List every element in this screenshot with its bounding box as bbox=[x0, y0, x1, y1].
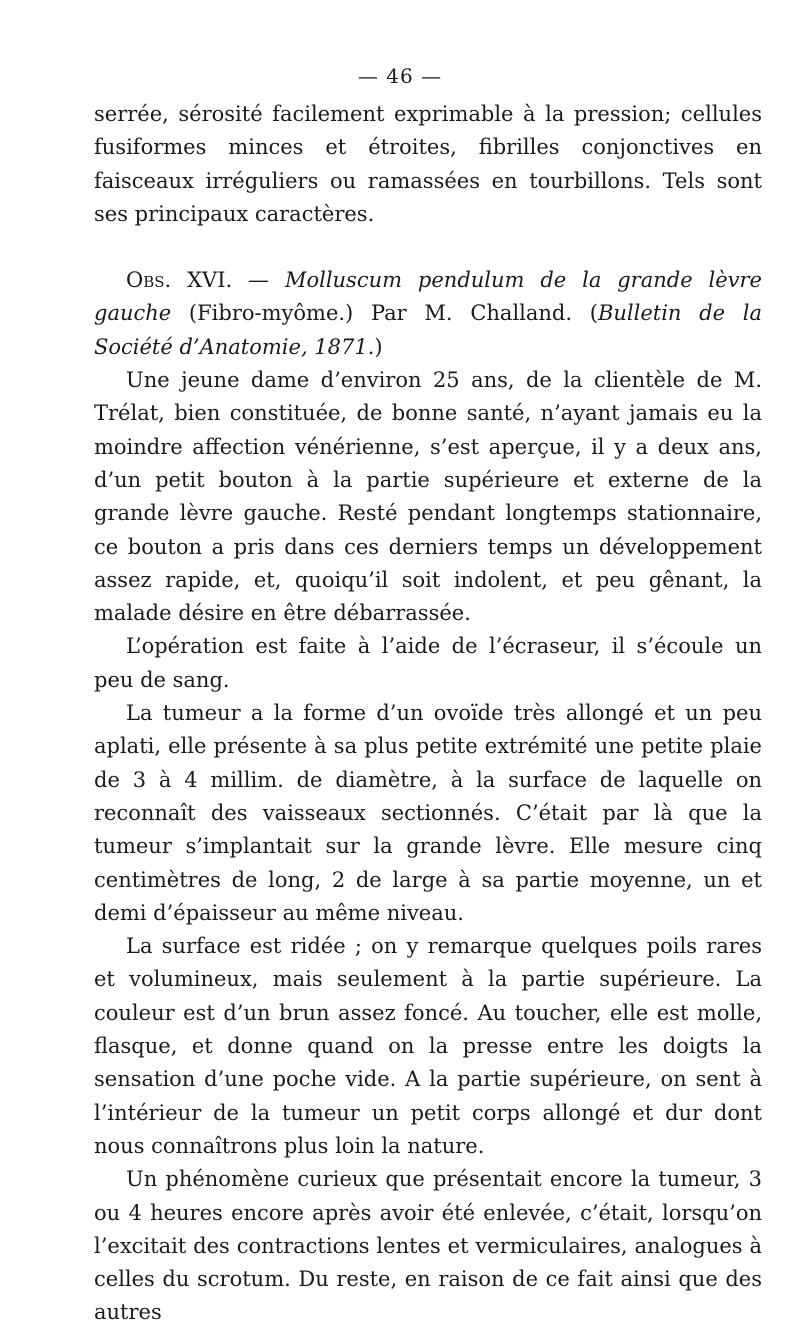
paragraph-tumor-surface: La surface est ridée ; on y remarque quelques poils rares et volumineux, mais seulement à la partie supérieure. La couleur est d’un brun assez foncé. Au toucher, elle est molle, flasque, et donne quand on la presse entre les doigts la sensation d’une poche vide. A la partie supérieure, on sent à l’intérieur de la tumeur un petit corps allongé et dur dont nous connaîtrons plus loin la nature. bbox=[94, 934, 762, 1158]
observation-source: Bulletin de la Société d’Anatomie, 1871. bbox=[94, 301, 762, 359]
paragraph-operation: L’opération est faite à l’aide de l’écraseur, il s’écoule un peu de sang. bbox=[94, 634, 762, 692]
paragraph-tumor-shape: La tumeur a la forme d’un ovoïde très allongé et un peu aplati, elle présente à sa plus petite extrémité une petite plaie de 3 à 4 millim. de diamètre, à la surface de laquelle on reconnaît des vaisseaux sectionnés. C’était par là que la tumeur s’implantait sur la grande lèvre. Elle mesure cinq centimètres de long, 2 de large à sa partie moyenne, un et demi d’épaisseur au même niveau. bbox=[94, 701, 762, 925]
paragraph-patient: Une jeune dame d’environ 25 ans, de la clientèle de M. Trélat, bien constituée, de bonne santé, n’ayant jamais eu la moindre affection vénérienne, s’est aperçue, il y a deux ans, d’un petit bouton à la partie supérieure et externe de la grande lèvre gauche. Resté pendant longtemps stationnaire, ce bouton a pris dans ces derniers temps un développement assez rapide, et, quoiqu’il soit indolent, et peu gênant, la malade désire en être débarrassée. bbox=[94, 368, 762, 626]
paragraph-continuation: serrée, sérosité facilement exprimable à la pression; cellules fusiformes minces et étroites, fibrilles conjonctives en faisceaux irréguliers ou ramassées en tourbillons. Tels sont ses principaux caractères. bbox=[94, 102, 762, 226]
observation-title: Molluscum pendulum de la grande lèvre gauche bbox=[94, 268, 762, 326]
observation-number: Obs. XVI. — bbox=[126, 268, 285, 293]
body-text bbox=[94, 98, 762, 1330]
observation-source-close: ) bbox=[374, 334, 383, 359]
paragraph-phenomenon: Un phénomène curieux que présentait encore la tumeur, 3 ou 4 heures encore après avoir été enlevée, c’était, lorsqu’on l’excitait des contractions lentes et vermiculaires, analogues à celles du scrotum. Du reste, en raison de ce fait ainsi que des autres bbox=[94, 1167, 762, 1325]
observation-author: (Fibro-myôme.) Par M. Challand. ( bbox=[171, 301, 598, 326]
page-number: — 46 — bbox=[357, 64, 443, 88]
section-gap bbox=[94, 231, 762, 264]
observation-heading bbox=[94, 264, 762, 364]
